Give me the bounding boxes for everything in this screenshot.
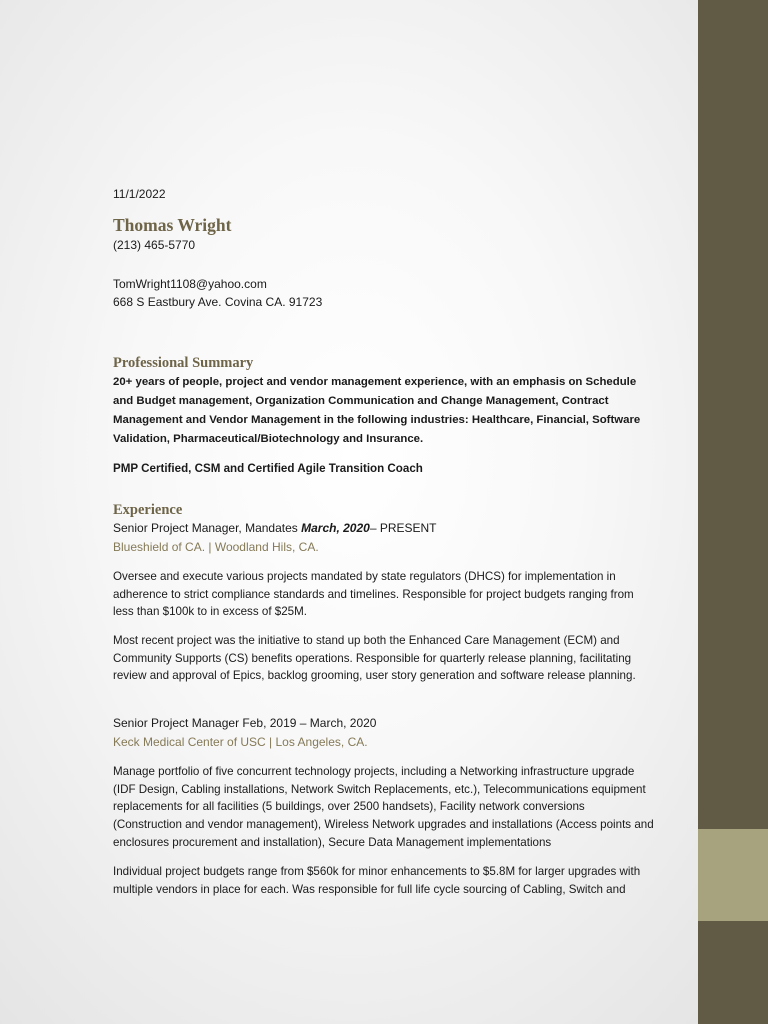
summary-heading: Professional Summary: [113, 355, 254, 371]
phone-number: (213) 465-5770: [113, 238, 196, 252]
job-start-date: March, 2020: [301, 521, 370, 535]
summary-line: 20+ years of people, project and vendor management experience, with an emphasis on Schedule: [113, 376, 637, 388]
paragraph-line: enclosures procurement and installation), Secure Data Management implementations: [113, 835, 552, 849]
paragraph-line: review and approval of Epics, backlog grooming, user story generation and software release planning.: [113, 669, 636, 683]
decorative-sidebar: [698, 0, 768, 1024]
summary-line: Management and Vendor Management in the following industries: Healthcare, Financial, Software: [113, 414, 641, 426]
job-title: [113, 521, 437, 535]
experience-heading: Experience: [113, 502, 183, 518]
street-address: 668 S Eastbury Ave. Covina CA. 91723: [113, 295, 323, 309]
job-organization: Keck Medical Center of USC | Los Angeles, CA.: [113, 735, 368, 749]
paragraph-line: (IDF Design, Cabling installations, Network Switch Replacements, etc.), Telecommunications equipment: [113, 782, 646, 796]
paragraph-line: less than $100k to in excess of $25M.: [113, 605, 307, 619]
paragraph-line: Oversee and execute various projects mandated by state regulators (DHCS) for implementation in: [113, 570, 616, 583]
job-end-date: – PRESENT: [369, 521, 437, 535]
paragraph-line: Manage portfolio of five concurrent technology projects, including a Networking infrastructure upgrade: [113, 765, 635, 778]
email-address: TomWright1108@yahoo.com: [113, 277, 267, 291]
summary-paragraph: [113, 373, 678, 449]
summary-line: and Budget management, Organization Communication and Change Management, Contract: [113, 395, 609, 407]
job-title: Senior Project Manager Feb, 2019 – March, 2020: [113, 716, 377, 730]
job-description-paragraph: [113, 763, 678, 852]
job-title-text: Senior Project Manager, Mandates: [113, 521, 302, 535]
job-description-paragraph: [113, 568, 678, 621]
paragraph-line: adherence to strict compliance standards and timelines. Responsible for project budgets ranging from: [113, 587, 634, 601]
job-organization: Blueshield of CA. | Woodland Hils, CA.: [113, 540, 319, 554]
paragraph-line: Individual project budgets range from $560k for minor enhancements to $5.8M for larger upgrades with: [113, 865, 641, 878]
job-description-paragraph: [113, 863, 678, 898]
paragraph-line: Community Supports (CS) benefits operations. Responsible for quarterly release planning, facilitating: [113, 651, 632, 665]
paragraph-line: Most recent project was the initiative to stand up both the Enhanced Care Management (ECM) and: [113, 634, 620, 647]
sidebar-accent-band: [698, 829, 768, 921]
certifications: PMP Certified, CSM and Certified Agile Transition Coach: [113, 462, 423, 475]
resume-date: 11/1/2022: [113, 187, 166, 201]
summary-line: Validation, Pharmaceutical/Biotechnology and Insurance.: [113, 433, 424, 445]
paragraph-line: multiple vendors in place for each. Was responsible for full life cycle sourcing of Cabling, Switch and: [113, 882, 626, 896]
paragraph-line: (Construction and vendor management), Wireless Network upgrades and installations (Access points and: [113, 818, 654, 832]
candidate-name: Thomas Wright: [113, 215, 232, 235]
paragraph-line: replacements for all facilities (5 buildings, over 2500 handsets), Facility network conversions: [113, 800, 585, 814]
job-description-paragraph: [113, 632, 678, 685]
